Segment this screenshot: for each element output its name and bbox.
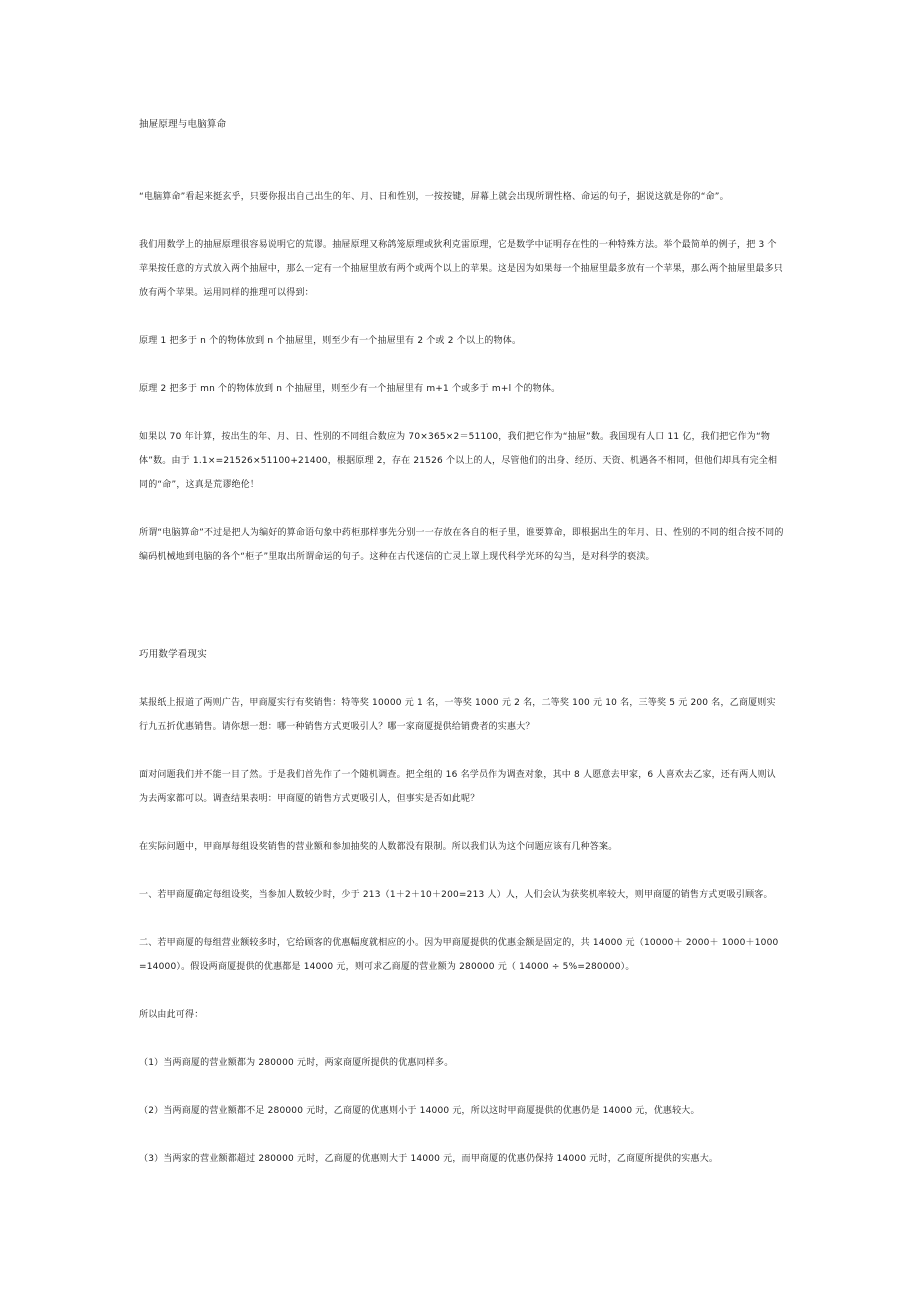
paragraph: 原理 1 把多于 n 个的物体放到 n 个抽屉里，则至少有一个抽屉里有 2 个或 2 个以上的物体。 xyxy=(139,336,522,346)
paragraph: 面对问题我们并不能一目了然。于是我们首先作了一个随机调查。把全组的 16 名学员作为调查对象，其中 8 人愿意去甲家，6 人喜欢去乙家，还有两人则认为去两家都可以。调查结果表明：甲商厦的销售方式更吸引人，但事实是否如此呢？ xyxy=(139,770,777,804)
list-item: （1）当两商厦的营业额都为 280000 元时，两家商厦所提供的优惠同样多。 xyxy=(139,1058,454,1068)
paragraph: 所谓“电脑算命”不过是把人为编好的算命语句象中药柜那样事先分别一一存放在各自的柜子里，谁要算命，即根据出生的年月、日、性别的不同的组合按不同的编码机械地到电脑的各个“柜子”里取出所谓命运的句子。这种在古代迷信的亡灵上罩上现代科学光环的勾当，是对科学的亵渎。 xyxy=(139,528,784,562)
section-title-drawer-principle: 抽屉原理与电脑算命 xyxy=(139,119,227,130)
paragraph: “电脑算命”看起来挺玄乎，只要你报出自己出生的年、月、日和性别，一按按键，屏幕上就会出现所谓性格、命运的句子，据说这就是你的“命”。 xyxy=(139,192,729,202)
paragraph: 如果以 70 年计算，按出生的年、月、日、性别的不同组合数应为 70×365×2＝51100，我们把它作为“抽屉”数。我国现有人口 11 亿，我们把它作为“物体”数。由于 1.1×=21526×51100+21400，根据原理 2，存在 21526 个以上的人，尽管他们的出身、经历、天资、机遇各不相同，但他们却具有完全相同的“命”，这真是荒谬绝伦！ xyxy=(139,432,778,490)
paragraph: 某报纸上报道了两则广告，甲商厦实行有奖销售：特等奖 10000 元 1 名，一等奖 1000 元 2 名，二等奖 100 元 10 名，三等奖 5 元 200 名，乙商厦则实行九五折优惠销售。请你想一想：哪一种销售方式更吸引人？哪一家商厦提供给销费者的实惠大？ xyxy=(139,698,776,732)
list-item: （2）当两商厦的营业额都不足 280000 元时，乙商厦的优惠则小于 14000 元，所以这时甲商厦提供的优惠仍是 14000 元，优惠较大。 xyxy=(139,1106,700,1116)
list-item: （3）当两家的营业额都超过 280000 元时，乙商厦的优惠则大于 14000 元，而甲商厦的优惠仍保持 14000 元时，乙商厦所提供的实惠大。 xyxy=(139,1154,719,1164)
paragraph: 一、若甲商厦确定每组设奖，当参加人数较少时，少于 213（1＋2＋10＋200=213 人）人，人们会认为获奖机率较大，则甲商厦的销售方式更吸引顾客。 xyxy=(139,890,773,900)
paragraph: 原理 2 把多于 mn 个的物体放到 n 个抽屉里，则至少有一个抽屉里有 m+1 个或多于 m+l 个的物体。 xyxy=(139,384,561,394)
paragraph: 所以由此可得： xyxy=(139,1010,204,1020)
paragraph: 在实际问题中，甲商厚每组设奖销售的营业额和参加抽奖的人数都没有限制。所以我们认为这个问题应该有几种答案。 xyxy=(139,842,618,852)
section-title-math-reality: 巧用数学看现实 xyxy=(139,649,207,660)
paragraph: 二、若甲商厦的每组营业额较多时，它给顾客的优惠幅度就相应的小。因为甲商厦提供的优惠金额是固定的，共 14000 元（10000＋ 2000＋ 1000＋1000=14000）。假设两商厦提供的优惠都是 14000 元，则可求乙商厦的营业额为 280000 元（ 14000 ÷ 5%=280000）。 xyxy=(139,938,779,972)
paragraph: 我们用数学上的抽屉原理很容易说明它的荒谬。抽屉原理又称鸽笼原理或狄利克雷原理，它是数学中证明存在性的一种特殊方法。举个最简单的例子，把 3 个苹果按任意的方式放入两个抽屉中，那么一定有一个抽屉里放有两个或两个以上的苹果。这是因为如果每一个抽屉里最多放有一个苹果，那么两个抽屉里最多只放有两个苹果。运用同样的推理可以得到： xyxy=(139,240,784,298)
